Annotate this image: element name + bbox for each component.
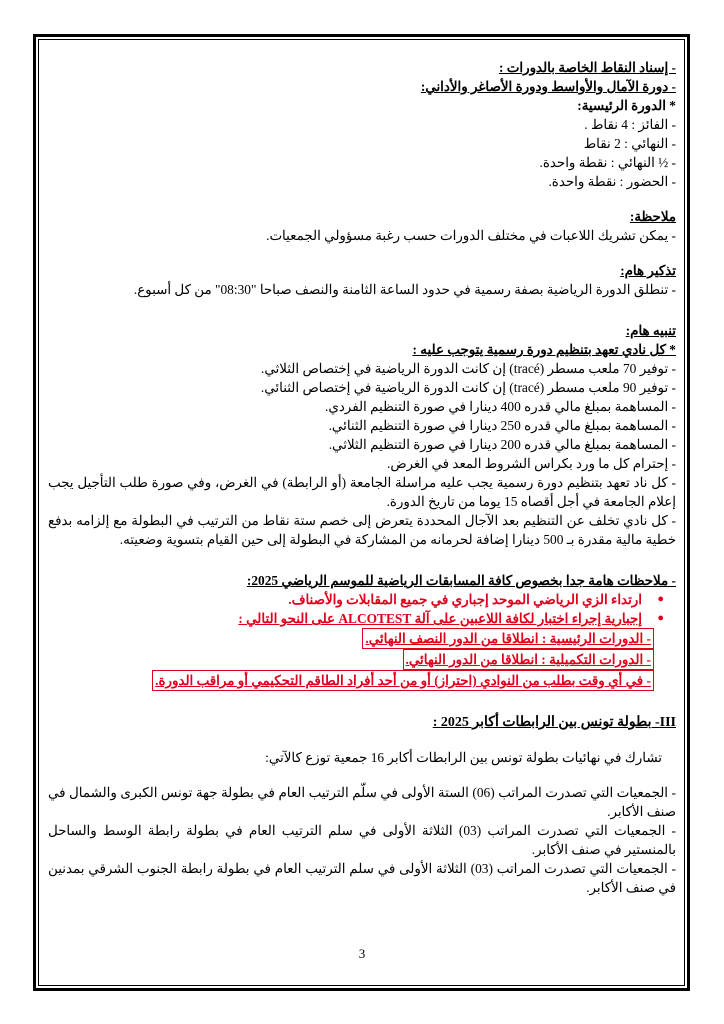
remark-text: إجبارية إجراء اختبار لكافة اللاعبين على آلة ALCOTEST على النحو التالي :	[238, 611, 642, 626]
bullet-dot-icon: ●	[657, 593, 664, 605]
document-body	[48, 58, 676, 897]
bullet-dot-icon: ●	[657, 612, 664, 624]
main-tournament-title: * الدورة الرئيسية:	[577, 98, 676, 113]
reminder-title: تذكير هام:	[620, 263, 676, 278]
warning-paragraph-postpone: - كل ناد تعهد بتنظيم دورة رسمية يجب عليه مراسلة الجامعة (أو الرابطة) في الغرض، وفي صورة طلب التأجيل يجب إعلام الجامعة في أجل أقصاه 15 يوما من تاريخ الدورة.	[48, 475, 676, 509]
section-3-title: III- بطولة تونس بين الرابطات أكابر 2025 :	[432, 715, 676, 730]
section-3-item: - الجمعيات التي تصدرت المراتب (06) الستة الأولى في سلّم الترتيب العام في بطولة جهة تونس الكبرى والشمال في صنف الأكابر.	[48, 785, 676, 819]
points-item-winner: - الفائز : 4 نقاط .	[584, 117, 676, 132]
warning-subtitle: * كل نادي تعهد بتنظيم دورة رسمية يتوجب عليه :	[412, 342, 676, 357]
alcotest-sublist	[48, 628, 676, 691]
remark-alcotest	[48, 609, 676, 628]
hope-title: - دورة الآمال والأواسط ودورة الأصاغر والأداني:	[420, 79, 676, 94]
warning-item: - المساهمة بمبلغ مالي قدره 200 دينارا في صورة التنظيم الثلاثي.	[328, 437, 676, 452]
warning-item: - إحترام كل ما ورد بكراس الشروط المعد في الغرض.	[386, 456, 676, 471]
warning-paragraph-penalty: - كل نادي تخلف عن التنظيم بعد الآجال المحددة يتعرض إلى خصم ستة نقاط من الترتيب في البطولة مع إلزامه بدفع خطية مالية مقدرة بـ 500 دينارا إضافة لحرمانه من المشاركة في البطولة إلى حين القيام بتسوية وضعيته.	[48, 513, 676, 547]
note-title: ملاحظة:	[629, 209, 676, 224]
remark-uniform	[48, 590, 676, 609]
alcotest-item: - الدورات الرئيسية : انطلاقا من الدور النصف النهائي.	[48, 628, 654, 649]
warning-title: تنبيه هام:	[625, 323, 676, 338]
warning-item: - توفير 70 ملعب مسطر (tracé) إن كانت الدورة الرياضية في إختصاص الثلاثي.	[261, 361, 676, 376]
alcotest-item: - الدورات التكميلية : انطلاقا من الدور النهائي.	[48, 649, 654, 670]
warning-item: - المساهمة بمبلغ مالي قدره 400 دينارا في صورة التنظيم الفردي.	[325, 399, 676, 414]
points-item-attendance: - الحضور : نقطة واحدة.	[548, 174, 676, 189]
remark-text: ارتداء الزي الرياضي الموحد إجباري في جميع المقابلات والأصناف.	[288, 592, 642, 607]
remarks-list	[48, 590, 676, 628]
points-item-semifinal: - ½ النهائي : نقطة واحدة.	[539, 155, 676, 170]
section-3-intro: تشارك في نهائيات بطولة تونس بين الرابطات أكابر 16 جمعية توزع كالآتي:	[265, 750, 662, 765]
section-3-item: - الجمعيات التي تصدرت المراتب (03) الثلاثة الأولى في سلم الترتيب العام في بطولة رابطة الجنوب الشرقي بمدنين في صنف الأكابر.	[48, 861, 677, 895]
section-3-item: - الجمعيات التي تصدرت المراتب (03) الثلاثة الأولى في سلم الترتيب العام في بطولة رابطة الوسط والساحل بالمنستير في صنف الأكابر.	[48, 823, 676, 857]
points-title: - إسناد النقاط الخاصة بالدورات :	[498, 60, 676, 75]
points-item-final: - النهائي : 2 نقاط	[583, 136, 676, 151]
warning-item: - المساهمة بمبلغ مالي قدره 250 دينارا في صورة التنظيم الثنائي.	[328, 418, 676, 433]
reminder-text: - تنطلق الدورة الرياضية بصفة رسمية في حدود الساعة الثامنة والنصف صباحا "08:30" من كل أسبوع.	[133, 282, 676, 297]
alcotest-item: - في أي وقت بطلب من النوادي (احتراز) أو من أحد أفراد الطاقم التحكيمي أو مراقب الدورة.	[48, 670, 654, 691]
warning-item: - توفير 90 ملعب مسطر (tracé) إن كانت الدورة الرياضية في إختصاص الثنائي.	[260, 380, 676, 395]
remarks-title: - ملاحظات هامة جدا بخصوص كافة المسابقات الرياضية للموسم الرياضي 2025:	[246, 573, 676, 588]
note-text: - يمكن تشريك اللاعبات في مختلف الدورات حسب رغبة مسؤولي الجمعيات.	[266, 228, 676, 243]
page-number: 3	[358, 946, 366, 961]
